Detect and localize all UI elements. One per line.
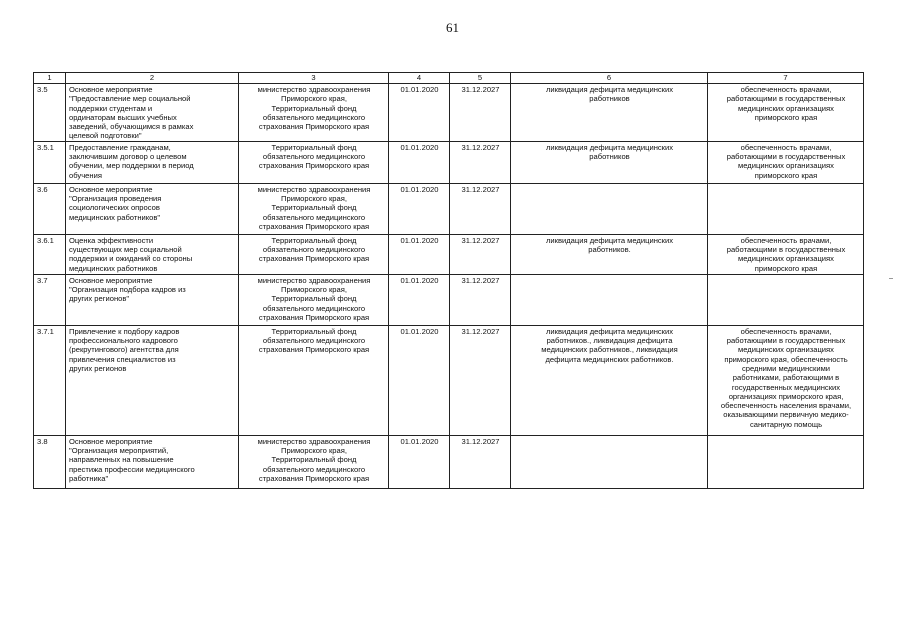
expected-result: ликвидация дефицита медицинских работников	[511, 84, 708, 142]
expected-result	[511, 183, 708, 234]
start-date: 01.01.2020	[389, 325, 450, 435]
table-row	[34, 234, 864, 274]
table-row	[34, 325, 864, 435]
indicator	[708, 435, 864, 488]
table-header-row	[34, 73, 864, 84]
start-date: 01.01.2020	[389, 183, 450, 234]
executor: Территориальный фонд обязательного медицинского страхования Приморского края	[239, 234, 389, 274]
activity-name: Основное мероприятие "Предоставление мер социальной поддержки студентам и ординаторам высших учебных заведений, обучающимся в рамках целевой подготовки"	[66, 84, 239, 142]
table-row	[34, 183, 864, 234]
end-date: 31.12.2027	[450, 183, 511, 234]
row-number: 3.8	[34, 435, 66, 488]
executor: Территориальный фонд обязательного медицинского страхования Приморского края	[239, 141, 389, 183]
executor: министерство здравоохранения Приморского края, Территориальный фонд обязательного медицинского страхования Приморского края	[239, 274, 389, 325]
indicator	[708, 274, 864, 325]
end-date: 31.12.2027	[450, 325, 511, 435]
executor: министерство здравоохранения Приморского края, Территориальный фонд обязательного медицинского страхования Приморского края	[239, 84, 389, 142]
end-date: 31.12.2027	[450, 84, 511, 142]
row-number: 3.5.1	[34, 141, 66, 183]
table-row	[34, 84, 864, 142]
table-row	[34, 141, 864, 183]
header-col-3: 3	[239, 73, 389, 84]
expected-result: ликвидация дефицита медицинских работников	[511, 141, 708, 183]
activity-name: Основное мероприятие "Организация мероприятий, направленных на повышение престижа профессии медицинского работника"	[66, 435, 239, 488]
start-date: 01.01.2020	[389, 141, 450, 183]
row-number: 3.5	[34, 84, 66, 142]
end-date: 31.12.2027	[450, 274, 511, 325]
table-row	[34, 274, 864, 325]
indicator: обеспеченность врачами, работающими в государственных медицинских организациях приморского края	[708, 141, 864, 183]
start-date: 01.01.2020	[389, 84, 450, 142]
activity-name: Основное мероприятие "Организация проведения социологических опросов медицинских работников"	[66, 183, 239, 234]
expected-result: ликвидация дефицита медицинских работников.	[511, 234, 708, 274]
end-date: 31.12.2027	[450, 141, 511, 183]
end-date: 31.12.2027	[450, 234, 511, 274]
header-col-5: 5	[450, 73, 511, 84]
activity-name: Привлечение к подбору кадров профессионального кадрового (рекрутингового) агентства для привлечения специалистов из других регионов	[66, 325, 239, 435]
indicator: обеспеченность врачами, работающими в государственных медицинских организациях приморского края, обеспеченность средними медицинскими работниками, работающими в государственных медицинских организациях приморского края, обеспеченность населения врачами, оказывающими первичную медико- санитарную помощь	[708, 325, 864, 435]
activity-name: Предоставление гражданам, заключившим договор о целевом обучении, мер поддержки в период обучения	[66, 141, 239, 183]
start-date: 01.01.2020	[389, 234, 450, 274]
executor: министерство здравоохранения Приморского края, Территориальный фонд обязательного медицинского страхования Приморского края	[239, 435, 389, 488]
indicator: обеспеченность врачами, работающими в государственных медицинских организациях приморского края	[708, 84, 864, 142]
row-number: 3.6	[34, 183, 66, 234]
indicator: обеспеченность врачами, работающими в государственных медицинских организациях приморского края	[708, 234, 864, 274]
header-col-6: 6	[511, 73, 708, 84]
header-col-1: 1	[34, 73, 66, 84]
activity-name: Основное мероприятие "Организация подбора кадров из других регионов"	[66, 274, 239, 325]
row-number: 3.7	[34, 274, 66, 325]
row-number: 3.6.1	[34, 234, 66, 274]
activity-name: Оценка эффективности существующих мер социальной поддержки и ожиданий со стороны медицинских работников	[66, 234, 239, 274]
start-date: 01.01.2020	[389, 435, 450, 488]
margin-mark	[889, 278, 893, 279]
header-col-4: 4	[389, 73, 450, 84]
row-number: 3.7.1	[34, 325, 66, 435]
executor: Территориальный фонд обязательного медицинского страхования Приморского края	[239, 325, 389, 435]
executor: министерство здравоохранения Приморского края, Территориальный фонд обязательного медицинского страхования Приморского края	[239, 183, 389, 234]
header-col-7: 7	[708, 73, 864, 84]
end-date: 31.12.2027	[450, 435, 511, 488]
start-date: 01.01.2020	[389, 274, 450, 325]
expected-result	[511, 435, 708, 488]
table-row	[34, 435, 864, 488]
page-number: 61	[446, 20, 459, 35]
indicator	[708, 183, 864, 234]
header-col-2: 2	[66, 73, 239, 84]
expected-result: ликвидация дефицита медицинских работников., ликвидация дефицита медицинских работников., ликвидация дефицита медицинских работников.	[511, 325, 708, 435]
expected-result	[511, 274, 708, 325]
activities-table	[33, 72, 864, 489]
